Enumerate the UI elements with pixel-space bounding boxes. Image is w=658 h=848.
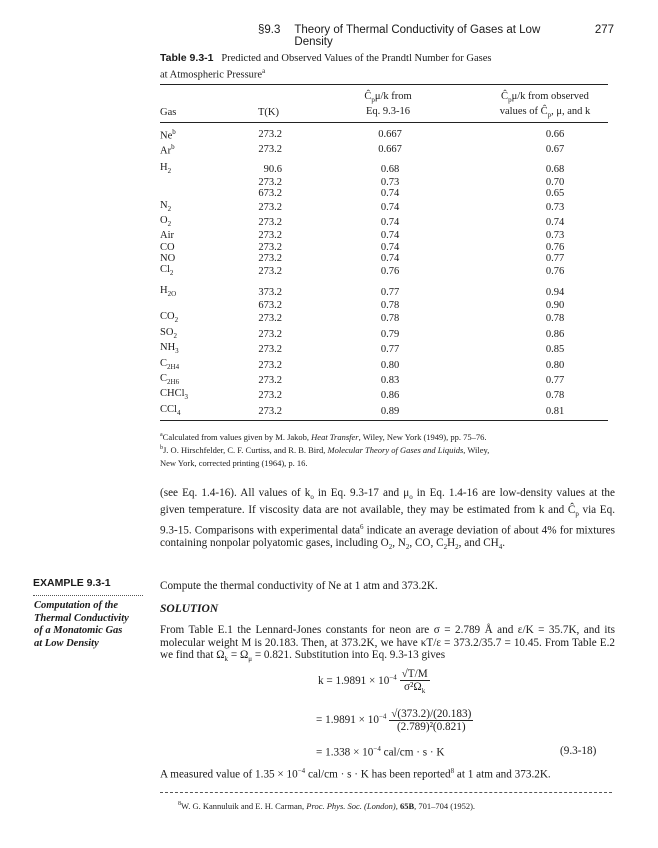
- observed-cell: 0.90: [545, 300, 565, 312]
- table-header-rule: [160, 122, 608, 123]
- running-title: Theory of Thermal Conductivity of Gases at Low Density: [294, 24, 541, 48]
- table-row: [160, 280, 608, 300]
- table-row: [160, 342, 608, 357]
- equation-number: (9.3-18): [560, 745, 597, 757]
- eq1-fraction: $\frac{√T/M}{\sigma^2\Omega_k}$: [401, 668, 428, 696]
- gas-cell: $NH_3$: [160, 342, 179, 356]
- gas-cell: CCl$_4$: [160, 403, 181, 417]
- table-row: [160, 253, 608, 264]
- table-row: [160, 388, 608, 403]
- gas-cell: $N_2$: [160, 199, 172, 213]
- temperature-cell: 273.2: [258, 143, 282, 155]
- example-badge: EXAMPLE 9.3-1: [33, 577, 143, 596]
- table-top-rule: [160, 84, 608, 85]
- observed-cell: 0.65: [545, 188, 565, 200]
- gas-cell: $C_{2H6}$: [160, 372, 180, 386]
- temperature-cell: 273.2: [258, 230, 282, 242]
- table-row: [160, 264, 608, 279]
- predicted-cell: 0.74: [380, 188, 400, 200]
- page-footnote: $^8$W. G. Kannuluik and E. H. Carman, Proc. Phys. Soc. (London), 65B, 701–704 (1952).: [178, 801, 476, 811]
- observed-cell: 0.94: [545, 286, 565, 298]
- predicted-cell: 0.77: [380, 344, 400, 356]
- temperature-cell: 273.2: [258, 266, 282, 278]
- table-header: [160, 91, 608, 121]
- predicted-cell: 0.74: [380, 252, 400, 264]
- table-row: [160, 300, 608, 311]
- observed-cell: 0.78: [545, 313, 565, 325]
- predicted-cell: 0.74: [380, 217, 400, 229]
- gas-cell: $H_2$: [160, 161, 172, 175]
- table-row: [160, 157, 608, 177]
- gas-cell: Ne$^b$: [160, 128, 176, 142]
- temperature-cell: 273.2: [258, 201, 282, 213]
- table-row: [160, 373, 608, 388]
- predicted-cell: 0.68: [380, 163, 400, 175]
- observed-cell: 0.73: [545, 230, 565, 242]
- side-title-line: Computation of the: [34, 600, 119, 611]
- table-row: [160, 358, 608, 373]
- page-number: 277: [594, 24, 614, 36]
- gas-cell: $C_{2H4}$: [160, 357, 180, 371]
- table-footnote: $^a$Calculated from values given by M. Jakob, Heat Transfer, Wiley, New York (1949), pp. 75–76.: [160, 431, 487, 442]
- observed-cell: 0.73: [545, 201, 565, 213]
- solution-heading: SOLUTION: [160, 603, 219, 615]
- temperature-cell: 90.6: [263, 163, 282, 175]
- observed-cell: 0.85: [545, 344, 565, 356]
- predicted-cell: 0.73: [380, 176, 400, 188]
- predicted-cell: 0.667: [378, 143, 402, 155]
- gas-cell: $SO_2$: [160, 326, 177, 340]
- predicted-cell: 0.77: [380, 286, 400, 298]
- gas-cell: $Cl_2$: [160, 264, 174, 278]
- temperature-cell: 273.2: [258, 344, 282, 356]
- temperature-cell: 273.2: [258, 217, 282, 229]
- table-row: [160, 177, 608, 188]
- gas-cell: NO: [160, 252, 176, 264]
- measured-value-sentence: A measured value of $1.35 \times 10^{-4}$ cal/cm · s · K has been reported$^8$ at 1 atm and 373.2K.: [160, 767, 551, 781]
- table-footnotes: [160, 430, 608, 468]
- caption-footnote-mark: a: [262, 67, 266, 75]
- predicted-cell: 0.74: [380, 241, 400, 253]
- table-row: [160, 404, 608, 419]
- table-row: [160, 242, 608, 253]
- gas-cell: $H_{2O}$: [160, 284, 177, 298]
- header-observed: $Ĉ_p\mu/k$ from observed values of $Ĉ_p$, μ, and k: [499, 91, 591, 120]
- gas-cell: [160, 300, 222, 311]
- equation-line-1: $k = 1.9891 \times 10^{-4}$ $\frac{√T/M}{\sigma^2\Omega_k}$: [318, 668, 428, 696]
- observed-cell: 0.81: [545, 405, 565, 417]
- table-row: [160, 142, 608, 157]
- caption-line-1: Predicted and Observed Values of the Prandtl Number for Gases: [221, 53, 492, 64]
- side-title-line: of a Monatomic Gas: [34, 625, 123, 636]
- predicted-cell: 0.74: [380, 230, 400, 242]
- gas-cell: $O_2$: [160, 214, 172, 229]
- solution-paragraph: From Table E.1 the Lennard-Jones constants for neon are σ = 2.789 Å and ε/K = 35.7K, and its molecular weight M is 20.183. Then, at 373.2K, we have κT/ε = 373.2/35.7 = 10.45. From Table E.2 we find that $\Omega_k = \Omega_\mu = 0.821$. Substitution into Eq. 9.3-13 gives: [160, 624, 615, 664]
- table-row: [160, 230, 608, 241]
- observed-cell: 0.77: [545, 252, 565, 264]
- footnote-rule: [160, 792, 612, 793]
- observed-cell: 0.74: [545, 217, 565, 229]
- gas-cell: Ar$^b$: [160, 142, 175, 157]
- predicted-cell: 0.76: [380, 266, 400, 278]
- table-row: [160, 215, 608, 230]
- temperature-cell: 273.2: [258, 313, 282, 325]
- gas-cell: CHCl$_3$: [160, 388, 189, 402]
- observed-cell: 0.68: [545, 163, 565, 175]
- header-temp: T(K): [258, 107, 279, 118]
- table-label: Table 9.3-1: [160, 52, 214, 64]
- observed-cell: 0.66: [545, 128, 565, 140]
- table-row: [160, 188, 608, 199]
- side-title-line: at Low Density: [34, 637, 99, 649]
- gas-cell: $CO_2$: [160, 311, 179, 325]
- observed-cell: 0.78: [545, 390, 565, 402]
- temperature-cell: 273.2: [258, 176, 282, 188]
- predicted-cell: 0.78: [380, 313, 400, 325]
- gas-cell: Air: [160, 230, 174, 242]
- table-footnote: New York, corrected printing (1964), p. 16.: [160, 457, 308, 468]
- temperature-cell: 673.2: [258, 188, 282, 200]
- gas-cell: CO: [160, 241, 175, 253]
- side-title-line: Thermal Conductivity: [34, 612, 129, 624]
- equation-line-3: = $1.338 \times 10^{-4}$ cal/cm · s · K: [316, 745, 445, 759]
- temperature-cell: 273.2: [258, 241, 282, 253]
- header-gas: Gas: [160, 107, 177, 118]
- temperature-cell: 273.2: [258, 374, 282, 386]
- table-caption: [160, 52, 590, 82]
- predicted-cell: 0.79: [380, 328, 400, 340]
- temperature-cell: 273.2: [258, 405, 282, 417]
- observed-cell: 0.76: [545, 266, 565, 278]
- equation-line-2: = $1.9891 \times 10^{-4}$ $\frac{√(373.2)/(20.183)}{\text{(2.789)²(0.821)}}$: [316, 708, 472, 733]
- observed-cell: 0.77: [545, 374, 565, 386]
- table-row: [160, 200, 608, 215]
- temperature-cell: 673.2: [258, 300, 282, 312]
- temperature-cell: 273.2: [258, 128, 282, 140]
- observed-cell: 0.86: [545, 328, 565, 340]
- temperature-cell: 373.2: [258, 286, 282, 298]
- temperature-cell: 273.2: [258, 390, 282, 402]
- gas-cell: [160, 177, 222, 188]
- table-footnote: $^b$J. O. Hirschfelder, C. F. Curtiss, and R. B. Bird, Molecular Theory of Gases and Liquids, Wiley,: [160, 444, 490, 455]
- observed-cell: 0.67: [545, 143, 565, 155]
- predicted-cell: 0.78: [380, 300, 400, 312]
- body-paragraph: (see Eq. 1.4-16). All values of $k_o$ in Eq. 9.3-17 and $\mu_o$ in Eq. 1.4-16 are low-density values at the given temperature. If viscosity data are not available, they may be estimated from k and $Ĉ_p$ via Eq. 9.3-15. Comparisons with experimental data$^6$ indicate an average deviation of about 4% for mixtures containing nonpolar polyatomic gases, including $O_2$, $N_2$, CO, $C_2H_2$, and $CH_4$.: [160, 487, 615, 552]
- predicted-cell: 0.74: [380, 201, 400, 213]
- table-row: [160, 127, 608, 142]
- observed-cell: 0.80: [545, 359, 565, 371]
- predicted-cell: 0.667: [378, 128, 402, 140]
- running-head: [258, 24, 614, 48]
- prandtl-table: [160, 127, 608, 419]
- predicted-cell: 0.86: [380, 390, 400, 402]
- observed-cell: 0.76: [545, 241, 565, 253]
- temperature-cell: 273.2: [258, 252, 282, 264]
- caption-line-2: at Atmospheric Pressure: [160, 69, 263, 81]
- example-side-title: [34, 600, 146, 650]
- header-predicted: $Ĉ_p\mu/k$ from Eq. 9.3-16: [364, 91, 412, 118]
- predicted-cell: 0.80: [380, 359, 400, 371]
- predicted-cell: 0.83: [380, 374, 400, 386]
- eq2-fraction: $\frac{√(373.2)/(20.183)}{\text{(2.789)²(0.821)}}$: [391, 708, 472, 733]
- table-row: [160, 311, 608, 326]
- predicted-cell: 0.89: [380, 405, 400, 417]
- temperature-cell: 273.2: [258, 359, 282, 371]
- observed-cell: 0.70: [545, 176, 565, 188]
- table-row: [160, 327, 608, 342]
- section-number: §9.3: [258, 24, 281, 36]
- example-statement: Compute the thermal conductivity of Ne at 1 atm and 373.2K.: [160, 580, 438, 592]
- table-bottom-rule: [160, 420, 608, 421]
- gas-cell: [160, 188, 222, 199]
- temperature-cell: 273.2: [258, 328, 282, 340]
